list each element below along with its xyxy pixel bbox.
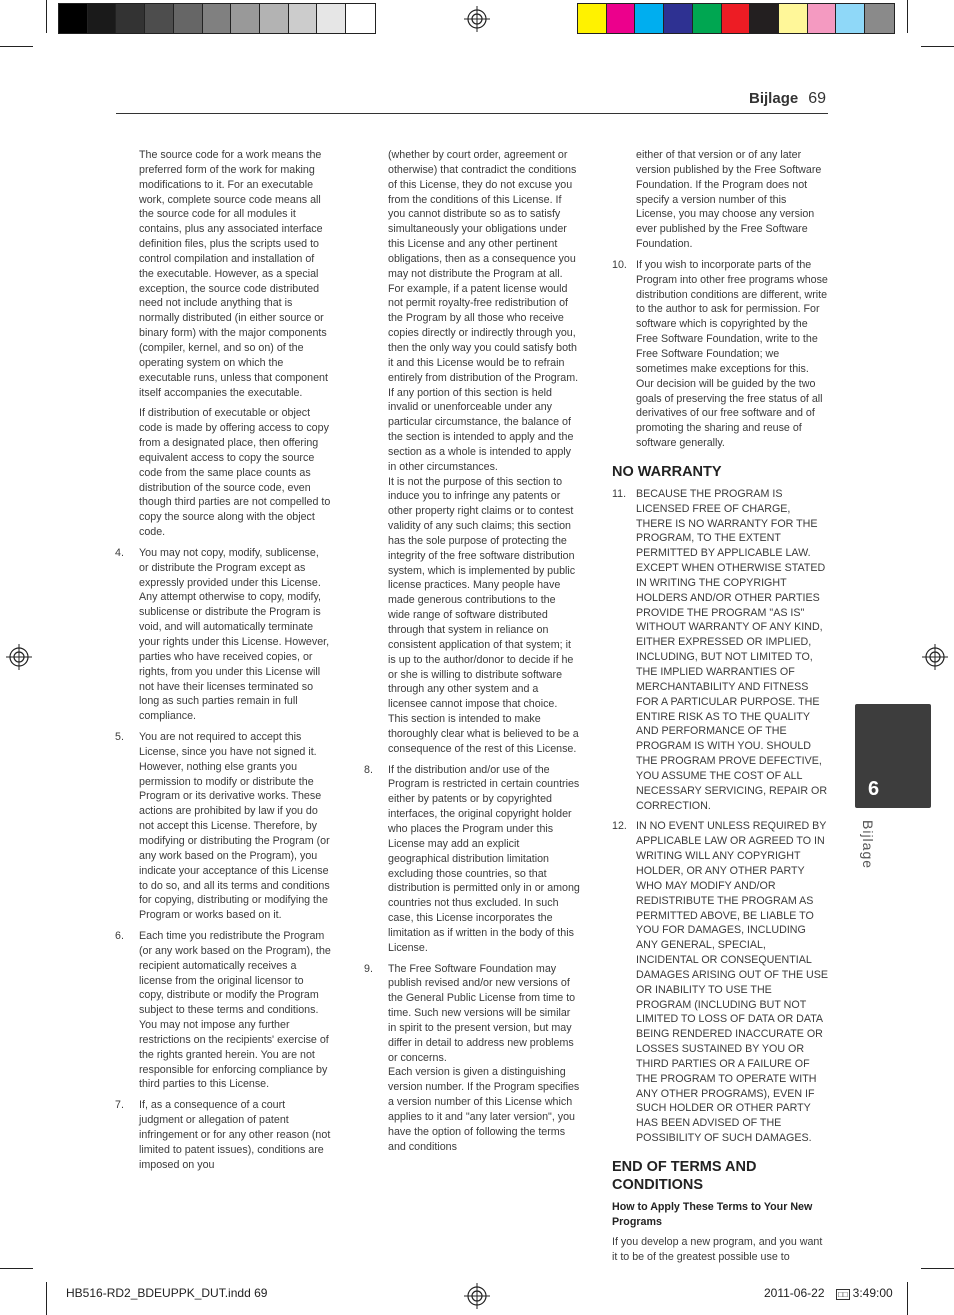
- paragraph: (whether by court order, agreement or otherwise) that contradict the conditions of this License, they do not excuse you from the conditions of this License. If you cannot distribute so as to satisfy simultaneously your obligations under this License and any other pertinent obligations, then as a consequence you may not distribute the Program at all. For example, if a patent license would not permit royalty-free redistribution of the Program by all those who receive copies directly or indirectly through you, then the only way you could satisfy both it and this License would be to refrain entirely from distribution of the Program.: [388, 149, 579, 384]
- paragraph: It is not the purpose of this section to induce you to infringe any patents or other property right claims or to contest validity of any such claims; this section has the sole purpose of protecting the integrity of the free software distribution system, which is implemented by public license practices. Many people have made generous contributions to the wide range of software distributed through that system in reliance on consistent application of that system; it is up to the author/donor to decide if he or she is willing to distribute software through any other system and a licensee cannot impose that choice. This section is intended to make thoroughly clear what is believed to be a consequence of the rest of this License.: [388, 475, 579, 755]
- list-number: 12.: [612, 820, 627, 833]
- grayscale-color-bar: [58, 3, 376, 34]
- paragraph: The source code for a work means the preferred form of the work for making modifications to it. For an executable work, complete source code means all the source code for all modules it contains, plus any associated interface definition files, plus the scripts used to control compilation and installation of the executable. However, as a special exception, the source code distributed need not include anything that is normally distributed (in either source or binary form) with the major components (compiler, kernel, and so on) of the operating system on which the executable runs, unless that component itself accompanies the executable.: [139, 149, 328, 399]
- list-number: 8.: [364, 763, 373, 776]
- column-1: [115, 148, 331, 1179]
- column-2: [364, 148, 580, 1161]
- crop-mark-top-right-h: [921, 46, 954, 47]
- list-item: [115, 730, 331, 923]
- paragraph: If any portion of this section is held invalid or unenforceable under any particular circumstance, the balance of the section is intended to apply and the section as a whole is intended to apply in other circumstances.: [388, 386, 574, 473]
- list-number: 5.: [115, 731, 124, 744]
- paragraph: either of that version or of any later version published by the Free Software Foundation. If the Program does not specify a version number of this License, you may choose any version ever published by the Free Software Foundation.: [636, 149, 822, 251]
- footer-filename: HB516-RD2_BDEUPPK_DUT.indd 69: [66, 1286, 268, 1300]
- paragraph: If distribution of executable or object code is made by offering access to copy from a designated place, then offering equivalent access to copy the source code from the same place counts as distribution of the source code, even though third parties are not compelled to copy the source along with the object code.: [139, 407, 331, 539]
- color-swatch: [145, 4, 174, 33]
- color-swatch: [289, 4, 318, 33]
- list-item: [612, 487, 828, 814]
- list-text: You may not copy, modify, sublicense, or distribute the Program except as expressly provided under this License. Any attempt otherwise to copy, modify, sublicense or distribute the Program is void, and will automatically terminate your rights under this License. However, parties who have received copies, or rights, from you under this License will not have their licenses terminated so long as such parties remain in full compliance.: [139, 546, 330, 723]
- list-text: IN NO EVENT UNLESS REQUIRED BY APPLICABLE LAW OR AGREED TO IN WRITING WILL ANY COPYRIGHT HOLDER, OR ANY OTHER PARTY WHO MAY MODIFY AND/OR REDISTRIBUTE THE PROGRAM AS PERMITTED ABOVE, BE LIABLE TO YOU FOR DAMAGES, INCLUDING ANY GENERAL, SPECIAL, INCIDENTAL OR CONSEQUENTIAL DAMAGES ARISING OUT OF THE USE OR INABILITY TO USE THE PROGRAM (INCLUDING BUT NOT LIMITED TO LOSS OF DATA OR DATA BEING RENDERED INACCURATE OR LOSSES SUSTAINED BY YOU OR THIRD PARTIES OR A FAILURE OF THE PROGRAM TO OPERATE WITH ANY OTHER PROGRAMS), EVEN IF SUCH HOLDER OR OTHER PARTY HAS BEEN ADVISED OF THE POSSIBILITY OF SUCH DAMAGES.: [636, 820, 829, 1145]
- paragraph: Each version is given a distinguishing version number. If the Program specifies a version number of this License which applies to it and "any later version", you have the option of following the terms and conditions: [388, 1066, 580, 1153]
- crop-mark-bottom-left-h: [0, 1268, 33, 1269]
- color-swatch: [260, 4, 289, 33]
- list-text: BECAUSE THE PROGRAM IS LICENSED FREE OF CHARGE, THERE IS NO WARRANTY FOR THE PROGRAM, TO THE EXTENT PERMITTED BY APPLICABLE LAW. EXCEPT WHEN OTHERWISE STATED IN WRITING THE COPYRIGHT HOLDERS AND/OR OTHER PARTIES PROVIDE THE PROGRAM "AS IS" WITHOUT WARRANTY OF ANY KIND, EITHER EXPRESSED OR IMPLIED, INCLUDING, BUT NOT LIMITED TO, THE IMPLIED WARRANTIES OF MERCHANTABILITY AND FITNESS FOR A PARTICULAR PURPOSE. THE ENTIRE RISK AS TO THE QUALITY AND PERFORMANCE OF THE PROGRAM IS WITH YOU. SHOULD THE PROGRAM PROVE DEFECTIVE, YOU ASSUME THE COST OF ALL NECESSARY SERVICING, REPAIR OR CORRECTION.: [636, 487, 828, 812]
- crop-mark-bottom-right-h: [921, 1268, 954, 1269]
- registration-mark-bottom-icon: [464, 1283, 490, 1309]
- color-swatch: [693, 4, 722, 33]
- color-swatch: [174, 4, 203, 33]
- color-swatch: [865, 4, 894, 33]
- list-item: [612, 819, 828, 1146]
- list-item: [364, 962, 580, 1066]
- column-3: [612, 148, 828, 1271]
- footer-date: 2011-06-22: [764, 1286, 825, 1300]
- crop-mark-top-right-v: [907, 0, 908, 33]
- crop-mark-bottom-left-v: [46, 1282, 47, 1315]
- list-item: [115, 1098, 331, 1172]
- crop-mark-bottom-right-v: [907, 1282, 908, 1315]
- registration-mark-top-icon: [464, 6, 490, 32]
- chapter-number: 6: [868, 778, 880, 800]
- color-swatch: [808, 4, 837, 33]
- color-swatch: [346, 4, 375, 33]
- color-swatch: [231, 4, 260, 33]
- chapter-label: Bijlage: [860, 820, 876, 870]
- color-swatch: [750, 4, 779, 33]
- list-text: If the distribution and/or use of the Program is restricted in certain countries either by patents or by copyrighted interfaces, the original copyright holder who places the Program under this License may add an explicit geographical distribution limitation excluding those countries, so that distribution is permitted only in or among countries not thus excluded. In such case, this License incorporates the limitation as if written in the body of this License.: [388, 763, 580, 954]
- footer-time: [836, 1286, 893, 1300]
- section-title: Bijlage: [749, 90, 799, 107]
- page-header: [749, 90, 826, 108]
- list-item: [364, 763, 580, 956]
- color-swatch: [203, 4, 232, 33]
- color-swatch: [578, 4, 607, 33]
- list-text: The Free Software Foundation may publish revised and/or new versions of the General Public License from time to time. Such new versions will be similar in spirit to the present version, but may differ in detail to address new problems or concerns.: [388, 962, 576, 1064]
- list-number: 6.: [115, 930, 124, 943]
- cmyk-color-bar: [577, 3, 895, 34]
- list-item: [115, 546, 331, 724]
- color-swatch: [836, 4, 865, 33]
- list-text: If, as a consequence of a court judgment or allegation of patent infringement or for any other reason (not limited to patent issues), conditions are imposed on you: [139, 1099, 331, 1171]
- crop-mark-top-left-h: [0, 46, 33, 47]
- list-number: 4.: [115, 546, 124, 559]
- color-swatch: [779, 4, 808, 33]
- color-swatch: [607, 4, 636, 33]
- list-text: You are not required to accept this License, since you have not signed it. However, nothing else grants you permission to modify or distribute the Program or its derivative works. These actions are prohibited by law if you do not accept this License. Therefore, by modifying or distributing the Program (or any work based on the Program), you indicate your acceptance of this License to do so, and all its terms and conditions for copying, distributing or modifying the Program or works based on it.: [139, 731, 330, 922]
- section-heading: NO WARRANTY: [612, 463, 722, 480]
- list-number: 11.: [612, 487, 627, 500]
- color-swatch: [317, 4, 346, 33]
- footer-time-value: 3:49:00: [852, 1286, 893, 1300]
- section-heading: END OF TERMS AND CONDITIONS: [612, 1159, 757, 1193]
- crop-mark-top-left-v: [46, 0, 47, 33]
- registration-mark-right-icon: [922, 644, 948, 670]
- paragraph: If you develop a new program, and you want it to be of the greatest possible use to: [612, 1236, 823, 1263]
- header-rule: [116, 113, 828, 114]
- sub-heading: How to Apply These Terms to Your New Programs: [612, 1201, 813, 1228]
- list-number: 10.: [612, 258, 627, 271]
- list-text: If you wish to incorporate parts of the Program into other free programs whose distribution conditions are different, write to the author to ask for permission. For software which is copyrighted by the Free Software Foundation, write to the Free Software Foundation; we sometimes make exceptions for this. Our decision will be guided by the two goals of preserving the free status of all derivatives of our free software and of promoting the sharing and reuse of software generally.: [636, 258, 828, 450]
- footer-time-icon: □□: [838, 1290, 848, 1299]
- color-swatch: [59, 4, 88, 33]
- registration-mark-left-icon: [6, 644, 32, 670]
- list-item: [612, 258, 828, 451]
- color-swatch: [722, 4, 751, 33]
- list-number: 7.: [115, 1099, 124, 1112]
- color-swatch: [664, 4, 693, 33]
- color-swatch: [116, 4, 145, 33]
- color-swatch: [88, 4, 117, 33]
- list-number: 9.: [364, 962, 373, 975]
- page-number: 69: [808, 90, 826, 107]
- list-item: [115, 929, 331, 1092]
- list-text: Each time you redistribute the Program (or any work based on the Program), the recipient automatically receives a license from the original licensor to copy, distribute or modify the Program subject to these terms and conditions. You may not impose any further restrictions on the recipients' exercise of the rights granted herein. You are not responsible for enforcing compliance by third parties to this License.: [139, 930, 331, 1091]
- chapter-tab: [855, 704, 931, 808]
- color-swatch: [635, 4, 664, 33]
